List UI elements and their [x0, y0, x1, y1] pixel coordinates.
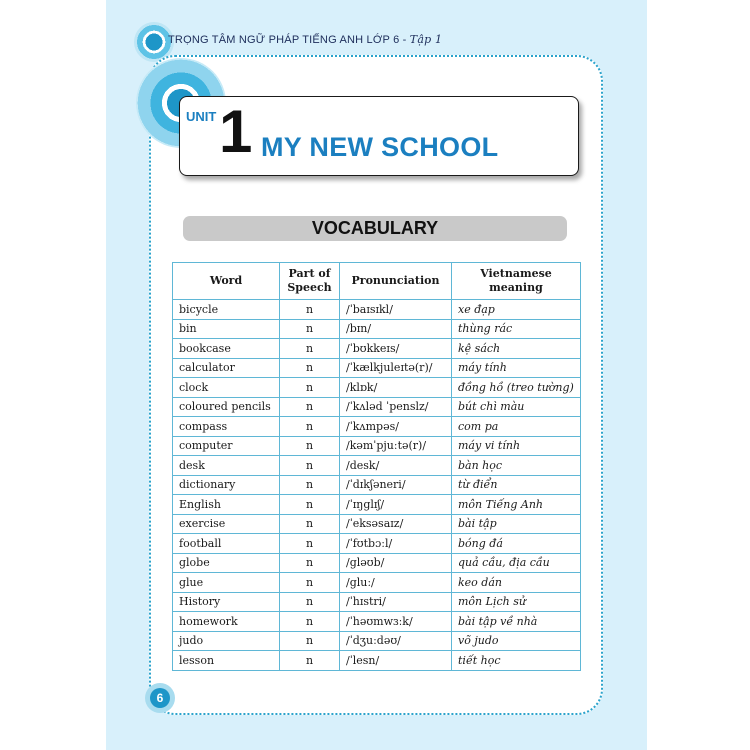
table-row: [173, 417, 581, 437]
table-header-row: [173, 263, 581, 300]
table-row: [173, 573, 581, 593]
table-row: [173, 436, 581, 456]
table-row: [173, 319, 581, 339]
cell-pronunciation: /gləʊb/: [340, 553, 452, 573]
header-pronunciation: Pronunciation: [340, 263, 452, 300]
cell-pronunciation: /ˈeksəsaɪz/: [340, 514, 452, 534]
header-word: Word: [173, 263, 280, 300]
cell-vietnamese-meaning: võ judo: [452, 631, 581, 651]
cell-word: desk: [173, 456, 280, 476]
table-row: [173, 534, 581, 554]
unit-number: 1: [219, 98, 253, 165]
cell-word: English: [173, 495, 280, 515]
table-row: [173, 378, 581, 398]
cell-part-of-speech: n: [280, 553, 340, 573]
cell-part-of-speech: n: [280, 651, 340, 671]
cell-pronunciation: /gluː/: [340, 573, 452, 593]
cell-part-of-speech: n: [280, 417, 340, 437]
table-row: [173, 592, 581, 612]
cell-vietnamese-meaning: quả cầu, địa cầu: [452, 553, 581, 573]
running-title: TRỌNG TÂM NGỮ PHÁP TIẾNG ANH LỚP 6 -: [168, 34, 410, 46]
cell-vietnamese-meaning: bài tập: [452, 514, 581, 534]
cell-pronunciation: /ˈkʌmpəs/: [340, 417, 452, 437]
cell-pronunciation: /ˈɪŋglɪʃ/: [340, 495, 452, 515]
volume-label: Tập 1: [409, 33, 443, 46]
cell-vietnamese-meaning: bài tập về nhà: [452, 612, 581, 632]
table-row: [173, 651, 581, 671]
table-row: [173, 358, 581, 378]
vocabulary-table-body: [173, 300, 581, 671]
cell-pronunciation: /ˈbaɪsɪkl/: [340, 300, 452, 320]
cell-pronunciation: /bɪn/: [340, 319, 452, 339]
cell-pronunciation: /ˈdɪkʃəneri/: [340, 475, 452, 495]
cell-word: lesson: [173, 651, 280, 671]
unit-label: UNIT: [186, 109, 217, 124]
cell-part-of-speech: n: [280, 397, 340, 417]
cell-word: History: [173, 592, 280, 612]
cell-word: computer: [173, 436, 280, 456]
cell-part-of-speech: n: [280, 456, 340, 476]
cell-pronunciation: /ˈdʒuːdəʊ/: [340, 631, 452, 651]
unit-title: MY NEW SCHOOL: [261, 132, 499, 162]
cell-part-of-speech: n: [280, 534, 340, 554]
cell-part-of-speech: n: [280, 573, 340, 593]
cell-vietnamese-meaning: tiết học: [452, 651, 581, 671]
cell-vietnamese-meaning: xe đạp: [452, 300, 581, 320]
cell-vietnamese-meaning: đồng hồ (treo tường): [452, 378, 581, 398]
cell-pronunciation: /ˈhɪstri/: [340, 592, 452, 612]
table-row: [173, 514, 581, 534]
cell-word: homework: [173, 612, 280, 632]
cell-pronunciation: /desk/: [340, 456, 452, 476]
cell-vietnamese-meaning: bút chì màu: [452, 397, 581, 417]
vocabulary-heading: VOCABULARY: [183, 216, 567, 241]
cell-part-of-speech: n: [280, 358, 340, 378]
cell-vietnamese-meaning: com pa: [452, 417, 581, 437]
table-row: [173, 553, 581, 573]
cell-part-of-speech: n: [280, 339, 340, 359]
cell-pronunciation: /klɒk/: [340, 378, 452, 398]
cell-vietnamese-meaning: bóng đá: [452, 534, 581, 554]
cell-word: bicycle: [173, 300, 280, 320]
cell-pronunciation: /kəmˈpjuːtə(r)/: [340, 436, 452, 456]
table-row: [173, 475, 581, 495]
page-number: 6: [150, 688, 170, 708]
cell-pronunciation: /ˈkælkjuleɪtə(r)/: [340, 358, 452, 378]
header-part-of-speech: Part of Speech: [280, 263, 340, 300]
cell-vietnamese-meaning: bàn học: [452, 456, 581, 476]
cell-part-of-speech: n: [280, 319, 340, 339]
cell-vietnamese-meaning: môn Tiếng Anh: [452, 495, 581, 515]
cell-pronunciation: /ˈbʊkkeɪs/: [340, 339, 452, 359]
cell-part-of-speech: n: [280, 495, 340, 515]
cell-vietnamese-meaning: kệ sách: [452, 339, 581, 359]
table-row: [173, 495, 581, 515]
cell-word: globe: [173, 553, 280, 573]
cell-word: coloured pencils: [173, 397, 280, 417]
cell-part-of-speech: n: [280, 300, 340, 320]
running-header: [168, 33, 442, 46]
cell-pronunciation: /ˈkʌləd ˈpenslz/: [340, 397, 452, 417]
cell-part-of-speech: n: [280, 475, 340, 495]
cell-part-of-speech: n: [280, 514, 340, 534]
cell-pronunciation: /ˈhəʊmwɜːk/: [340, 612, 452, 632]
cell-word: clock: [173, 378, 280, 398]
table-row: [173, 339, 581, 359]
table-row: [173, 456, 581, 476]
cell-word: calculator: [173, 358, 280, 378]
cell-part-of-speech: n: [280, 612, 340, 632]
cell-part-of-speech: n: [280, 436, 340, 456]
cell-vietnamese-meaning: keo dán: [452, 573, 581, 593]
cell-part-of-speech: n: [280, 378, 340, 398]
table-row: [173, 612, 581, 632]
cell-pronunciation: /ˈlesn/: [340, 651, 452, 671]
cell-part-of-speech: n: [280, 592, 340, 612]
cell-word: compass: [173, 417, 280, 437]
table-row: [173, 300, 581, 320]
cell-pronunciation: /ˈfʊtbɔːl/: [340, 534, 452, 554]
cell-vietnamese-meaning: máy vi tính: [452, 436, 581, 456]
table-row: [173, 631, 581, 651]
vocabulary-table: [172, 262, 581, 671]
cell-vietnamese-meaning: từ điển: [452, 475, 581, 495]
cell-vietnamese-meaning: thùng rác: [452, 319, 581, 339]
cell-word: bin: [173, 319, 280, 339]
cell-word: football: [173, 534, 280, 554]
cell-word: exercise: [173, 514, 280, 534]
table-row: [173, 397, 581, 417]
header-vietnamese-meaning: Vietnamese meaning: [452, 263, 581, 300]
cell-word: bookcase: [173, 339, 280, 359]
cell-part-of-speech: n: [280, 631, 340, 651]
cell-vietnamese-meaning: máy tính: [452, 358, 581, 378]
cell-vietnamese-meaning: môn Lịch sử: [452, 592, 581, 612]
cell-word: dictionary: [173, 475, 280, 495]
cell-word: glue: [173, 573, 280, 593]
cell-word: judo: [173, 631, 280, 651]
